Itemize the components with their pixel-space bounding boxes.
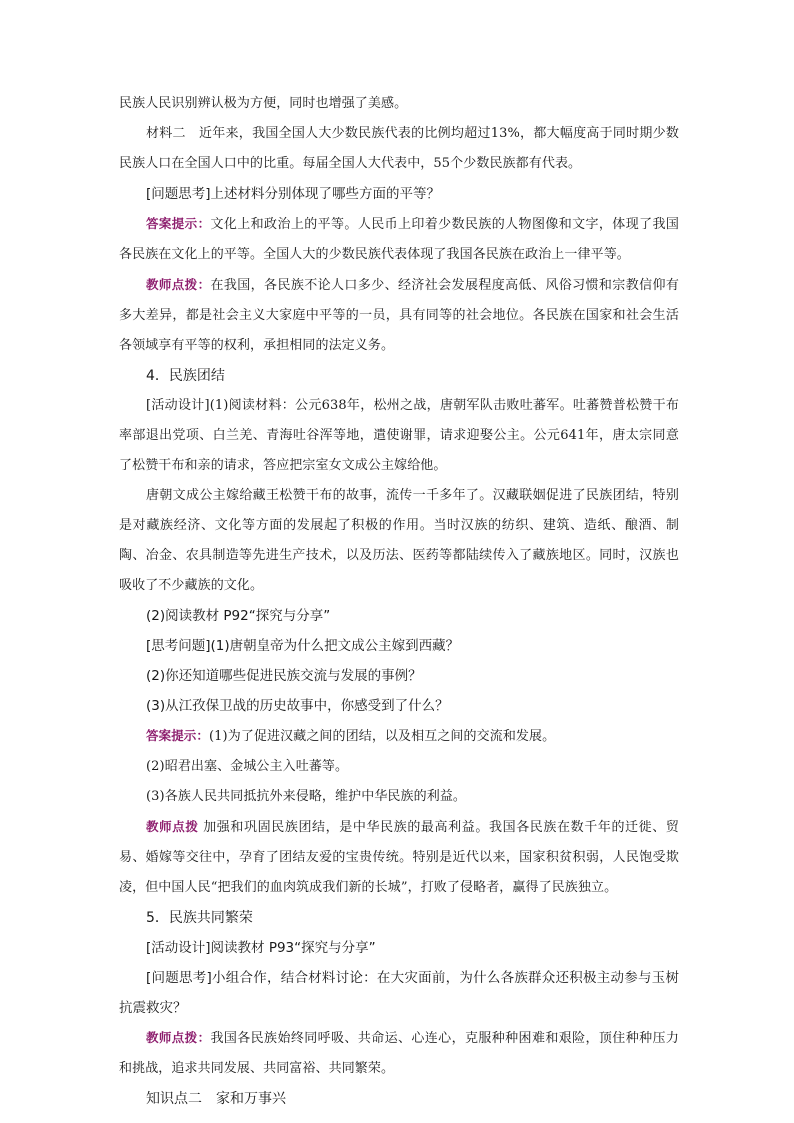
answer-hint-label: 答案提示： — [146, 216, 211, 231]
paragraph-text: 加强和巩固民族团结，是中华民族的最高利益。我国各民族在数千年的迁徙、贸易、婚嫁等交往中，孕育了团结友爱的宝贵传统。特别是近代以来，国家积贫积弱，人民饱受欺凌，但中国人民“把我们的血肉筑成我们新的长城”，打败了侵略者，赢得了民族独立。 — [119, 820, 679, 895]
activity-design-2 — [119, 933, 679, 963]
question-thinking — [119, 179, 679, 209]
heading-text: 4．民族团结 — [146, 368, 225, 384]
document-body — [119, 89, 679, 1114]
paragraph-text: (2)阅读教材 P92“探究与分享” — [146, 608, 331, 624]
paragraph-text: [活动设计]阅读教材 P93“探究与分享” — [146, 940, 376, 956]
teacher-guidance — [119, 270, 679, 361]
activity-read-textbook — [119, 601, 679, 631]
teacher-guidance-2 — [119, 812, 679, 903]
paragraph-text: 文化上和政治上的平等。人民币上印着少数民族的人物图像和文字，体现了我国各民族在文化上的平等。全国人大的少数民族代表体现了我国各民族在政治上一律平等。 — [119, 217, 679, 262]
paragraph-text: [活动设计](1)阅读材料：公元638年，松州之战，唐朝军队击败吐蕃军。吐蕃赞普松赞干布率部退出党项、白兰羌、青海吐谷浑等地，遣使谢罪，请求迎娶公主。公元641年，唐太宗同意了松赞干布和亲的请求，答应把宗室女文成公主嫁给他。 — [119, 398, 679, 473]
teacher-guidance-label: 教师点拨： — [146, 277, 211, 292]
paragraph-text: 材料二 近年来，我国全国人大少数民族代表的比例均超过13%，都大幅度高于同时期少数民族人口在全国人口中的比重。每届全国人大代表中，55个少数民族都有代表。 — [119, 126, 679, 171]
answer-hint — [119, 209, 679, 270]
paragraph-text: (3)从江孜保卫战的历史故事中，你感受到了什么？ — [146, 698, 449, 714]
thinking-question-3 — [119, 691, 679, 721]
thinking-question-1 — [119, 631, 679, 661]
teacher-guidance-label: 教师点拨： — [146, 1030, 211, 1045]
heading-text: 5．民族共同繁荣 — [146, 910, 253, 926]
paragraph-text: [问题思考]小组合作，结合材料讨论：在大灾面前，为什么各族群众还积极主动参与玉树抗震救灾？ — [119, 970, 679, 1016]
teacher-guidance-label: 教师点拨 — [146, 819, 199, 834]
answer-hint-2 — [119, 721, 679, 752]
heading-text: 知识点二 家和万事兴 — [146, 1091, 286, 1107]
paragraph-text: 我国各民族始终同呼吸、共命运、心连心，克服种种困难和艰险，顶住种种压力和挑战，追求共同发展、共同富裕、共同繁荣。 — [119, 1031, 679, 1076]
section-heading-knowledge-point-2 — [119, 1084, 679, 1114]
paragraph-1 — [119, 89, 679, 119]
section-heading-common-prosperity — [119, 903, 679, 933]
paragraph-text: (2)你还知道哪些促进民族交流与发展的事例？ — [146, 668, 422, 684]
paragraph-text: (2)昭君出塞、金城公主入吐蕃等。 — [146, 759, 349, 774]
answer-hint-label: 答案提示： — [146, 728, 210, 743]
paragraph-text: (3)各族人民共同抵抗外来侵略，维护中华民族的利益。 — [146, 789, 467, 804]
answer-item-2 — [119, 752, 679, 782]
paragraph-material-2 — [119, 119, 679, 179]
paragraph-text: (1)为了促进汉藏之间的团结，以及相互之间的交流和发展。 — [209, 729, 556, 744]
paragraph-text: 民族人民识别辨认极为方便，同时也增强了美感。 — [119, 96, 408, 111]
answer-item-3 — [119, 782, 679, 812]
paragraph-princess-wencheng — [119, 481, 679, 601]
paragraph-text: 在我国，各民族不论人口多少、经济社会发展程度高低、风俗习惯和宗教信仰有多大差异，都是社会主义大家庭中平等的一员，具有同等的社会地位。各民族在国家和社会生活各领域享有平等的权利，承担相同的法定义务。 — [119, 278, 679, 353]
thinking-question-2 — [119, 661, 679, 691]
teacher-guidance-3 — [119, 1023, 679, 1084]
paragraph-text: 唐朝文成公主嫁给藏王松赞干布的故事，流传一千多年了。汉藏联姻促进了民族团结，特别是对藏族经济、文化等方面的发展起了积极的作用。当时汉族的纺织、建筑、造纸、酿酒、制陶、冶金、农具制造等先进生产技术，以及历法、医药等都陆续传入了藏族地区。同时，汉族也吸收了不少藏族的文化。 — [119, 488, 679, 593]
section-heading-ethnic-unity — [119, 361, 679, 391]
question-thinking-2 — [119, 963, 679, 1023]
paragraph-text: [问题思考]上述材料分别体现了哪些方面的平等？ — [146, 186, 441, 202]
activity-design — [119, 391, 679, 481]
paragraph-text: [思考问题](1)唐朝皇帝为什么把文成公主嫁到西藏？ — [146, 638, 460, 654]
